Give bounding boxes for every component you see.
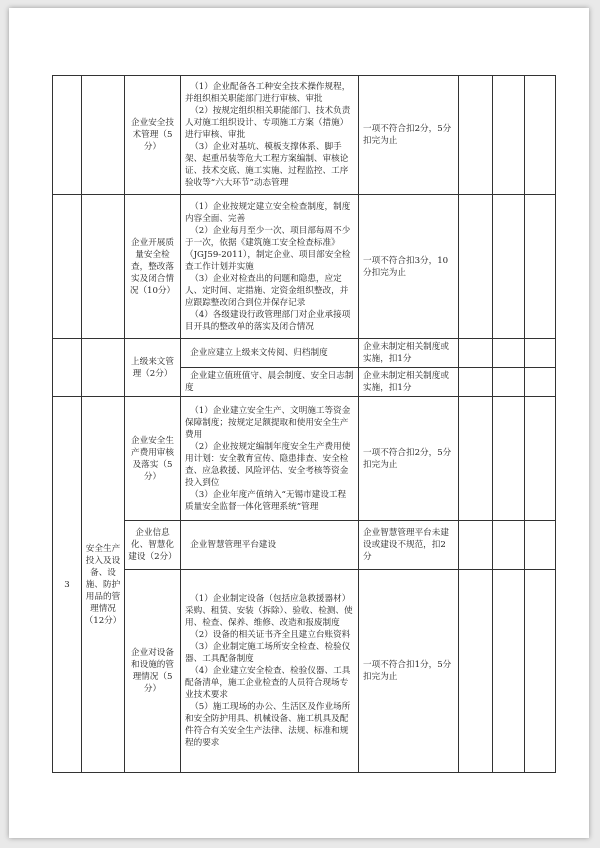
score-cell — [459, 397, 493, 521]
deduction-cell — [493, 339, 525, 368]
category-label: 安全生产投入及设备、设施、防护用品的管理情况（12分） — [84, 543, 122, 626]
table-row — [53, 570, 556, 773]
table-row — [53, 339, 556, 368]
requirements-cell — [181, 368, 359, 397]
remark-cell — [525, 521, 556, 570]
requirement-text: （1）企业制定设备（包括应急救援器材）采购、租赁、安装（拆除）、验收、检测、使用、检查、保养、维修、改造和报废制度 — [185, 594, 353, 628]
item-cell — [125, 397, 181, 521]
item-label: 企业开展质量安全检查，整改落实及闭合情况（10分） — [129, 237, 176, 296]
category-cell — [82, 195, 125, 339]
item-label: 上级来文管理（2分） — [131, 356, 174, 379]
scoring-rule-text: 企业未制定相关制度或实施，扣1分 — [363, 371, 449, 393]
table-row — [53, 76, 556, 195]
requirement-text: （4）各级建设行政管理部门对企业承接项目开具的整改单的落实及闭合情况 — [185, 309, 351, 332]
safety-assessment-table — [52, 75, 556, 773]
requirement-text: （3）企业制定施工场所安全检查、检验仪器、工具配备制度 — [185, 642, 351, 664]
deduction-cell — [493, 195, 525, 339]
deduction-cell — [493, 76, 525, 195]
deduction-cell — [493, 368, 525, 397]
requirements-cell — [181, 397, 359, 521]
requirement-text: （2）设备的相关证书齐全且建立台账资料 — [190, 630, 351, 640]
section-number-cell — [53, 76, 82, 195]
requirement-text: （2）企业按规定编制年度安全生产费用使用计划：安全教育宣传、隐患排查、安全检查、应急救援、风险评估、安全考核等资金投入到位 — [185, 441, 351, 488]
score-cell — [459, 339, 493, 368]
requirement-text: （1）企业建立安全生产、文明施工等资金保障制度；按规定足额提取和使用安全生产费用 — [185, 405, 351, 440]
table-row — [53, 521, 556, 570]
item-label: 企业安全生产费用审核及落实（5分） — [131, 435, 174, 482]
table-row — [53, 397, 556, 521]
score-cell — [459, 570, 493, 773]
scoring-rule-cell — [359, 368, 459, 397]
requirement-text: （3）企业对检查出的问题和隐患，应定人、定时间、定措施、定资金组织整改，并应跟踪整改闭合到位并保存记录 — [185, 273, 349, 308]
requirement-text: （5）施工现场的办公、生活区及作业场所和安全防护用具、机械设备、施工机具及配件符合有关安全生产法律、法规、标准和规程的要求 — [185, 702, 351, 748]
scoring-rule-cell — [359, 195, 459, 339]
requirement-text: （3）企业对基坑、模板支撑体系、脚手架、起重吊装等危大工程方案编制、审核论证、技术交底、施工实施、过程监控、工序验收等“六大环节”动态管理 — [185, 142, 349, 188]
remark-cell — [525, 339, 556, 368]
requirements-cell — [181, 521, 359, 570]
scoring-rule-text: 一项不符合扣3分，10分扣完为止 — [363, 255, 449, 278]
section-number-cell — [53, 195, 82, 339]
item-label: 企业对设备和设施的管理情况（5分） — [131, 648, 174, 694]
requirement-text: （2）企业每月至少一次、项目部每周不少于一次，依据《建筑施工安全检查标准》（JGJ59-2011），制定企业、项目部安全检查工作计划并实施 — [185, 225, 351, 272]
remark-cell — [525, 368, 556, 397]
deduction-cell — [493, 570, 525, 773]
scoring-rule-text: 一项不符合扣2分，5分扣完为止 — [363, 447, 452, 470]
item-cell — [125, 570, 181, 773]
scoring-rule-cell — [359, 339, 459, 368]
item-cell — [125, 339, 181, 397]
scoring-rule-text: 一项不符合扣2分，5分扣完为止 — [363, 124, 452, 146]
document-page — [9, 8, 589, 838]
scoring-rule-text: 企业智慧管理平台未建设或建设不规范，扣2分 — [363, 528, 449, 562]
item-label: 企业信息化、智慧化建设（2分） — [128, 528, 177, 562]
requirements-cell — [181, 195, 359, 339]
deduction-cell — [493, 397, 525, 521]
section-number-cell — [53, 397, 82, 773]
category-cell — [82, 76, 125, 195]
scoring-rule-text: 企业未制定相关制度或实施，扣1分 — [363, 342, 449, 364]
requirements-cell — [181, 76, 359, 195]
score-cell — [459, 76, 493, 195]
requirement-text: （1）企业按规定建立安全检查制度，制度内容全面、完善 — [185, 201, 351, 224]
section-number: 3 — [64, 579, 70, 590]
item-label: 企业安全技术管理（5分） — [131, 118, 174, 152]
scoring-rule-cell — [359, 570, 459, 773]
requirement-text: 企业应建立上级来文传阅、归档制度 — [190, 348, 328, 358]
item-cell — [125, 76, 181, 195]
requirement-text: （1）企业配备各工种安全技术操作规程，并组织相关职能部门进行审核、审批 — [185, 82, 351, 104]
deduction-cell — [493, 521, 525, 570]
section-number-cell — [53, 339, 82, 397]
score-cell — [459, 195, 493, 339]
score-cell — [459, 368, 493, 397]
scoring-rule-cell — [359, 76, 459, 195]
category-cell — [82, 397, 125, 773]
requirements-cell — [181, 570, 359, 773]
requirement-text: （2）按规定组织相关职能部门、技术负责人对施工组织设计、专项施工方案（措施）进行审核、审批 — [185, 106, 351, 140]
requirement-text: 企业建立值班值守、晨会制度、安全日志制度 — [185, 371, 354, 393]
scoring-rule-text: 一项不符合扣1分，5分扣完为止 — [363, 660, 452, 682]
scoring-rule-cell — [359, 397, 459, 521]
remark-cell — [525, 76, 556, 195]
table-row — [53, 195, 556, 339]
requirements-cell — [181, 339, 359, 368]
requirement-text: （3）企业年度产值纳入“无锡市建设工程质量安全监督一体化管理系统”管理 — [185, 489, 347, 512]
score-cell — [459, 521, 493, 570]
remark-cell — [525, 397, 556, 521]
item-cell — [125, 521, 181, 570]
item-cell — [125, 195, 181, 339]
remark-cell — [525, 570, 556, 773]
remark-cell — [525, 195, 556, 339]
category-cell — [82, 339, 125, 397]
scoring-rule-cell — [359, 521, 459, 570]
requirement-text: 企业智慧管理平台建设 — [190, 540, 277, 550]
requirement-text: （4）企业建立安全检查、检验仪器、工具配备清单，施工企业检查的人员符合现场专业技术要求 — [185, 666, 351, 700]
